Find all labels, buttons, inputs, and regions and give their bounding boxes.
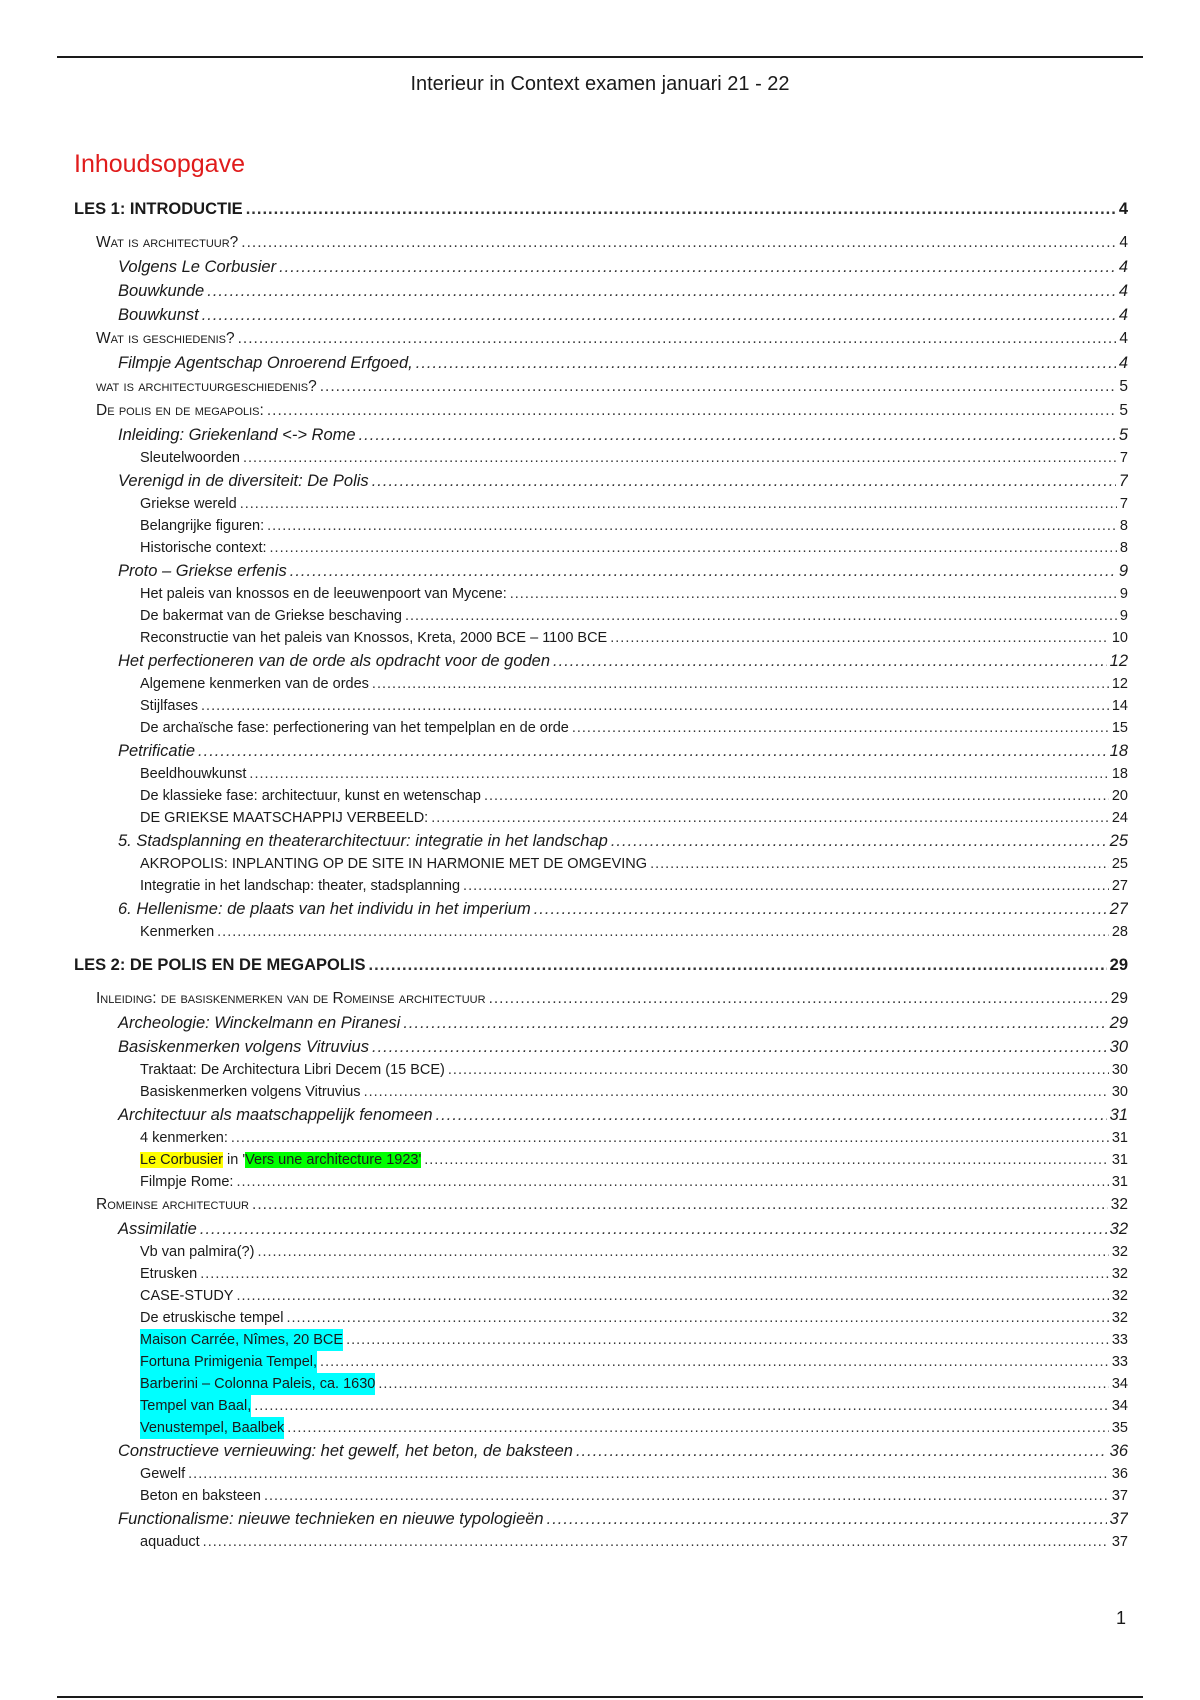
dot-leader	[611, 829, 1107, 853]
toc-entry-page: 31	[1111, 1174, 1128, 1190]
toc-entry[interactable]	[74, 1307, 1128, 1329]
toc-entry[interactable]	[74, 279, 1128, 303]
toc-entry-label: Beton en baksteen	[140, 1488, 261, 1504]
toc-entry-page: 32	[1111, 1244, 1128, 1260]
dot-leader	[267, 399, 1117, 423]
dot-leader	[231, 1127, 1109, 1149]
toc-entry[interactable]	[74, 763, 1128, 785]
toc-entry-page: 32	[1111, 1266, 1128, 1282]
toc-entry[interactable]	[74, 469, 1128, 493]
dot-leader	[431, 807, 1109, 829]
toc-entry-label: Griekse wereld	[140, 496, 237, 512]
dot-leader	[534, 897, 1107, 921]
dot-leader	[364, 1081, 1109, 1103]
dot-leader	[257, 1241, 1108, 1263]
dot-leader	[448, 1059, 1109, 1081]
dot-leader	[286, 1307, 1108, 1329]
toc-entry-label: Barberini – Colonna Paleis, ca. 1630	[140, 1373, 375, 1395]
dot-leader	[369, 953, 1107, 977]
toc-entry[interactable]	[74, 1439, 1128, 1463]
toc-entry-page: 37	[1111, 1488, 1128, 1504]
toc-entry-page: 28	[1111, 924, 1128, 940]
toc-entry-page: 24	[1111, 810, 1128, 826]
dot-leader	[267, 515, 1117, 537]
toc-entry[interactable]	[74, 1059, 1128, 1081]
dot-leader	[270, 537, 1117, 559]
toc-entry-page: 31	[1109, 1106, 1128, 1124]
dot-leader	[243, 447, 1117, 469]
toc-entry-page: 36	[1109, 1442, 1128, 1460]
toc-entry-label: LES 2: DE POLIS EN DE MEGAPOLIS	[74, 956, 366, 974]
toc-entry-label: CASE-STUDY	[140, 1288, 234, 1304]
toc-entry-page: 4	[1118, 282, 1128, 300]
toc-entry-label: Etrusken	[140, 1266, 198, 1282]
dot-leader	[249, 763, 1108, 785]
toc-entry-page: 31	[1111, 1130, 1128, 1146]
dot-leader	[320, 375, 1117, 399]
dot-leader	[217, 921, 1109, 943]
toc-entry-page: 12	[1111, 676, 1128, 692]
toc-entry-label: Filmpje Agentschap Onroerend Erfgoed,	[118, 354, 413, 372]
toc-entry-label: Wat is architectuur?	[96, 234, 239, 251]
toc-entry-page: 32	[1110, 1196, 1128, 1213]
toc-entry-label: 4 kenmerken:	[140, 1130, 228, 1146]
dot-leader	[198, 739, 1107, 763]
dot-leader	[203, 1531, 1109, 1553]
toc-entry-page: 25	[1111, 856, 1128, 872]
toc-entry-page: 34	[1111, 1376, 1128, 1392]
toc-entry-page: 32	[1111, 1288, 1128, 1304]
toc-entry[interactable]	[74, 327, 1128, 351]
dot-leader	[436, 1103, 1107, 1127]
toc-entry[interactable]	[74, 1103, 1128, 1127]
dot-leader	[484, 785, 1109, 807]
toc-entry-label: Inleiding: de basiskenmerken van de Romeinse architectuur	[96, 990, 486, 1007]
toc-entry-page: 15	[1111, 720, 1128, 736]
dot-leader	[372, 469, 1116, 493]
toc-entry-page: 20	[1111, 788, 1128, 804]
dot-leader	[200, 1263, 1109, 1285]
toc-entry[interactable]	[74, 423, 1128, 447]
toc-entry-page: 18	[1109, 742, 1128, 760]
toc-entry-label: Algemene kenmerken van de ordes	[140, 676, 369, 692]
toc-entry-label: Belangrijke figuren:	[140, 518, 265, 534]
toc-entry-label: Proto – Griekse erfenis	[118, 562, 287, 580]
toc-entry-label: LES 1: INTRODUCTIE	[74, 200, 243, 218]
toc-entry[interactable]	[74, 1507, 1128, 1531]
toc-entry[interactable]	[74, 1127, 1128, 1149]
toc-entry[interactable]	[74, 1263, 1128, 1285]
toc-entry-label: Gewelf	[140, 1466, 186, 1482]
toc-entry[interactable]	[74, 1149, 1128, 1171]
toc-entry-page: 36	[1111, 1466, 1128, 1482]
footer-rule	[57, 1696, 1143, 1698]
toc-entry-page: 12	[1109, 652, 1128, 670]
dot-leader	[188, 1463, 1109, 1485]
toc-entry[interactable]	[74, 255, 1128, 279]
toc-entry-label: Romeinse architectuur	[96, 1196, 250, 1213]
toc-entry[interactable]	[74, 1395, 1128, 1417]
page-number: 1	[1116, 1608, 1127, 1628]
dot-leader	[287, 1417, 1109, 1439]
dot-leader	[240, 493, 1117, 515]
toc-title: Inhoudsopgave	[74, 150, 245, 178]
toc-entry[interactable]	[74, 559, 1128, 583]
toc-entry-label: Archeologie: Winckelmann en Piranesi	[118, 1014, 401, 1032]
dot-leader	[359, 423, 1116, 447]
toc-entry-label: Assimilatie	[118, 1220, 197, 1238]
toc-entry[interactable]	[74, 853, 1128, 875]
toc-entry-page: 29	[1109, 956, 1128, 974]
toc-entry-label: Integratie in het landschap: theater, stadsplanning	[140, 878, 461, 894]
toc-entry-label: Inleiding: Griekenland <-> Rome	[118, 426, 356, 444]
toc-entry[interactable]	[74, 493, 1128, 515]
toc-entry-label: Het paleis van knossos en de leeuwenpoort van Mycene:	[140, 586, 507, 602]
toc-entry-page: 32	[1111, 1310, 1128, 1326]
toc-entry-page: 33	[1111, 1354, 1128, 1370]
toc-entry-label: Beeldhouwkunst	[140, 766, 247, 782]
toc-entry[interactable]	[74, 897, 1128, 921]
toc-entry-page: 30	[1109, 1038, 1128, 1056]
toc-entry-label: Tempel van Baal,	[140, 1395, 251, 1417]
toc-entry[interactable]	[74, 1351, 1128, 1373]
dot-leader	[547, 1507, 1107, 1531]
dot-leader	[650, 853, 1109, 875]
toc-entry-label: Bouwkunst	[118, 306, 199, 324]
dot-leader	[200, 1217, 1107, 1241]
toc-entry-label: De bakermat van de Griekse beschaving	[140, 608, 402, 624]
toc-entry-label: Architectuur als maatschappelijk fenomeen	[118, 1106, 433, 1124]
toc-entry-label: aquaduct	[140, 1534, 200, 1550]
dot-leader	[576, 1439, 1107, 1463]
toc-entry-page: 8	[1119, 540, 1128, 556]
toc-entry-page: 37	[1111, 1534, 1128, 1550]
toc-entry[interactable]	[74, 1285, 1128, 1307]
toc-entry-label: Het perfectioneren van de orde als opdracht voor de goden	[118, 652, 551, 670]
toc-entry[interactable]	[74, 1463, 1128, 1485]
toc-entry-page: 5	[1119, 378, 1128, 395]
toc-entry-label: 5. Stadsplanning en theaterarchitectuur: integratie in het landschap	[118, 832, 608, 850]
toc-entry[interactable]	[74, 375, 1128, 399]
toc-entry[interactable]	[74, 829, 1128, 853]
dot-leader	[378, 1373, 1108, 1395]
toc-entry-page: 8	[1119, 518, 1128, 534]
toc-entry[interactable]	[74, 695, 1128, 717]
dot-leader	[246, 197, 1116, 221]
toc-entry[interactable]	[74, 875, 1128, 897]
toc-entry[interactable]	[74, 303, 1128, 327]
toc-entry-label: Historische context:	[140, 540, 267, 556]
toc-entry-label: Basiskenmerken volgens Vitruvius	[118, 1038, 369, 1056]
toc-entry[interactable]	[74, 1193, 1128, 1217]
dot-leader	[510, 583, 1117, 605]
toc-entry[interactable]	[74, 627, 1128, 649]
toc-entry-label: Basiskenmerken volgens Vitruvius	[140, 1084, 361, 1100]
toc-entry-label: AKROPOLIS: INPLANTING OP DE SITE IN HARMONIE MET DE OMGEVING	[140, 856, 648, 872]
toc-entry-page: 4	[1118, 200, 1128, 218]
toc-entry[interactable]	[74, 1241, 1128, 1263]
toc-entry-label: De polis en de megapolis:	[96, 402, 264, 419]
dot-leader	[489, 987, 1108, 1011]
toc-entry-page: 30	[1111, 1084, 1128, 1100]
dot-leader	[424, 1149, 1109, 1171]
toc-entry-label: Reconstructie van het paleis van Knossos, Kreta, 2000 BCE – 1100 BCE	[140, 630, 608, 646]
dot-leader	[463, 875, 1109, 897]
toc-entry-page: 33	[1111, 1332, 1128, 1348]
dot-leader	[236, 1171, 1108, 1193]
toc-entry-page: 9	[1119, 608, 1128, 624]
dot-leader	[320, 1351, 1109, 1373]
toc-entry[interactable]	[74, 1531, 1128, 1553]
toc-entry-page: 14	[1111, 698, 1128, 714]
toc-entry-page: 29	[1109, 1014, 1128, 1032]
toc-entry-page: 27	[1109, 900, 1128, 918]
toc-entry-page: 35	[1111, 1420, 1128, 1436]
toc-entry-page: 30	[1111, 1062, 1128, 1078]
toc-entry[interactable]	[74, 1373, 1128, 1395]
dot-leader	[236, 1285, 1108, 1307]
toc-entry[interactable]	[74, 1081, 1128, 1103]
toc-entry-page: 27	[1111, 878, 1128, 894]
toc-entry[interactable]	[74, 1329, 1128, 1351]
toc-entry-label: Wat is geschiedenis?	[96, 330, 235, 347]
dot-leader	[416, 351, 1116, 375]
toc-entry-label: Functionalisme: nieuwe technieken en nieuwe typologieën	[118, 1510, 544, 1528]
dot-leader	[202, 303, 1116, 327]
toc-entry-page: 31	[1111, 1152, 1128, 1168]
dot-leader	[553, 649, 1107, 673]
dot-leader	[238, 327, 1117, 351]
dot-leader	[207, 279, 1116, 303]
toc-entry-label: Bouwkunde	[118, 282, 205, 300]
toc-entry-page: 4	[1118, 354, 1128, 372]
dot-leader	[279, 255, 1116, 279]
toc-entry[interactable]	[74, 921, 1128, 943]
toc-entry-label: Stijlfases	[140, 698, 199, 714]
toc-entry-label: Petrificatie	[118, 742, 196, 760]
highlighted-text: Le Corbusier	[140, 1152, 224, 1168]
toc-entry-label: wat is architectuurgeschiedenis?	[96, 378, 317, 395]
dot-leader	[610, 627, 1109, 649]
dot-leader	[346, 1329, 1109, 1351]
toc-entry-page: 10	[1111, 630, 1128, 646]
toc-entry-label	[140, 1149, 421, 1171]
toc-entry-label: Sleutelwoorden	[140, 450, 240, 466]
toc-entry-page: 7	[1119, 496, 1128, 512]
toc-entry-label: Traktaat: De Architectura Libri Decem (15 BCE)	[140, 1062, 445, 1078]
toc-entry[interactable]	[74, 197, 1128, 221]
toc-entry-label: Volgens Le Corbusier	[118, 258, 277, 276]
toc-entry-page: 4	[1118, 258, 1128, 276]
toc-entry-label: Filmpje Rome:	[140, 1174, 234, 1190]
dot-leader	[252, 1193, 1108, 1217]
toc-entry[interactable]	[74, 1171, 1128, 1193]
toc-entry-page: 4	[1119, 330, 1128, 347]
toc-entry-label: Venustempel, Baalbek	[140, 1417, 284, 1439]
document-header: Interieur in Context examen januari 21 - 22	[410, 73, 790, 95]
toc-entry[interactable]	[74, 537, 1128, 559]
toc-entry[interactable]	[74, 1035, 1128, 1059]
toc-entry[interactable]	[74, 583, 1128, 605]
toc-entry-label: Maison Carrée, Nîmes, 20 BCE	[140, 1329, 343, 1351]
toc-entry-page: 4	[1119, 234, 1128, 251]
toc-entry-label: Fortuna Primigenia Tempel,	[140, 1351, 317, 1373]
toc-entry-page: 25	[1109, 832, 1128, 850]
toc-entry-page: 34	[1111, 1398, 1128, 1414]
toc-entry-page: 18	[1111, 766, 1128, 782]
label-connector: in '	[223, 1152, 246, 1168]
dot-leader	[372, 1035, 1107, 1059]
toc-entry-label: De klassieke fase: architectuur, kunst en wetenschap	[140, 788, 481, 804]
toc-entry-page: 4	[1118, 306, 1128, 324]
highlighted-text: Vers une architecture 1923'	[245, 1152, 422, 1168]
toc-entry-page: 5	[1118, 426, 1128, 444]
toc-entry-label: Vb van palmira(?)	[140, 1244, 255, 1260]
toc-entry-label: Constructieve vernieuwing: het gewelf, het beton, de baksteen	[118, 1442, 573, 1460]
toc-entry[interactable]	[74, 231, 1128, 255]
dot-leader	[405, 605, 1117, 627]
dot-leader	[264, 1485, 1109, 1507]
toc-entry[interactable]	[74, 785, 1128, 807]
toc-entry[interactable]	[74, 807, 1128, 829]
toc-entry[interactable]	[74, 1417, 1128, 1439]
toc-entry[interactable]	[74, 447, 1128, 469]
toc-entry-page: 32	[1109, 1220, 1128, 1238]
toc-entry[interactable]	[74, 673, 1128, 695]
toc-entry-label: Verenigd in de diversiteit: De Polis	[118, 472, 369, 490]
toc-entry-page: 5	[1119, 402, 1128, 419]
toc-entry-label: DE GRIEKSE MAATSCHAPPIJ VERBEELD:	[140, 810, 429, 826]
toc-entry[interactable]	[74, 515, 1128, 537]
header-rule	[57, 56, 1143, 58]
toc-entry-label: De etruskische tempel	[140, 1310, 284, 1326]
toc-entry[interactable]	[74, 351, 1128, 375]
toc-entry[interactable]	[74, 953, 1128, 977]
toc-entry-page: 37	[1109, 1510, 1128, 1528]
toc-entry[interactable]	[74, 649, 1128, 673]
dot-leader	[290, 559, 1116, 583]
toc-entry-page: 9	[1118, 562, 1128, 580]
toc-entry[interactable]	[74, 1011, 1128, 1035]
toc-entry[interactable]	[74, 1485, 1128, 1507]
toc-entry-label: Kenmerken	[140, 924, 215, 940]
dot-leader	[372, 673, 1109, 695]
toc-entry-page: 29	[1110, 990, 1128, 1007]
toc-entry[interactable]	[74, 717, 1128, 739]
dot-leader	[403, 1011, 1106, 1035]
toc-entry[interactable]	[74, 987, 1128, 1011]
toc-entry[interactable]	[74, 399, 1128, 423]
toc-entry-label: 6. Hellenisme: de plaats van het individu in het imperium	[118, 900, 531, 918]
dot-leader	[241, 231, 1116, 255]
table-of-contents	[74, 197, 1128, 1553]
dot-leader	[572, 717, 1109, 739]
toc-entry-page: 7	[1119, 450, 1128, 466]
toc-entry[interactable]	[74, 605, 1128, 627]
dot-leader	[201, 695, 1109, 717]
dot-leader	[254, 1395, 1109, 1417]
toc-entry-label: De archaïsche fase: perfectionering van het tempelplan en de orde	[140, 720, 569, 736]
toc-entry-page: 9	[1119, 586, 1128, 602]
toc-entry-page: 7	[1118, 472, 1128, 490]
toc-entry[interactable]	[74, 1217, 1128, 1241]
toc-entry[interactable]	[74, 739, 1128, 763]
